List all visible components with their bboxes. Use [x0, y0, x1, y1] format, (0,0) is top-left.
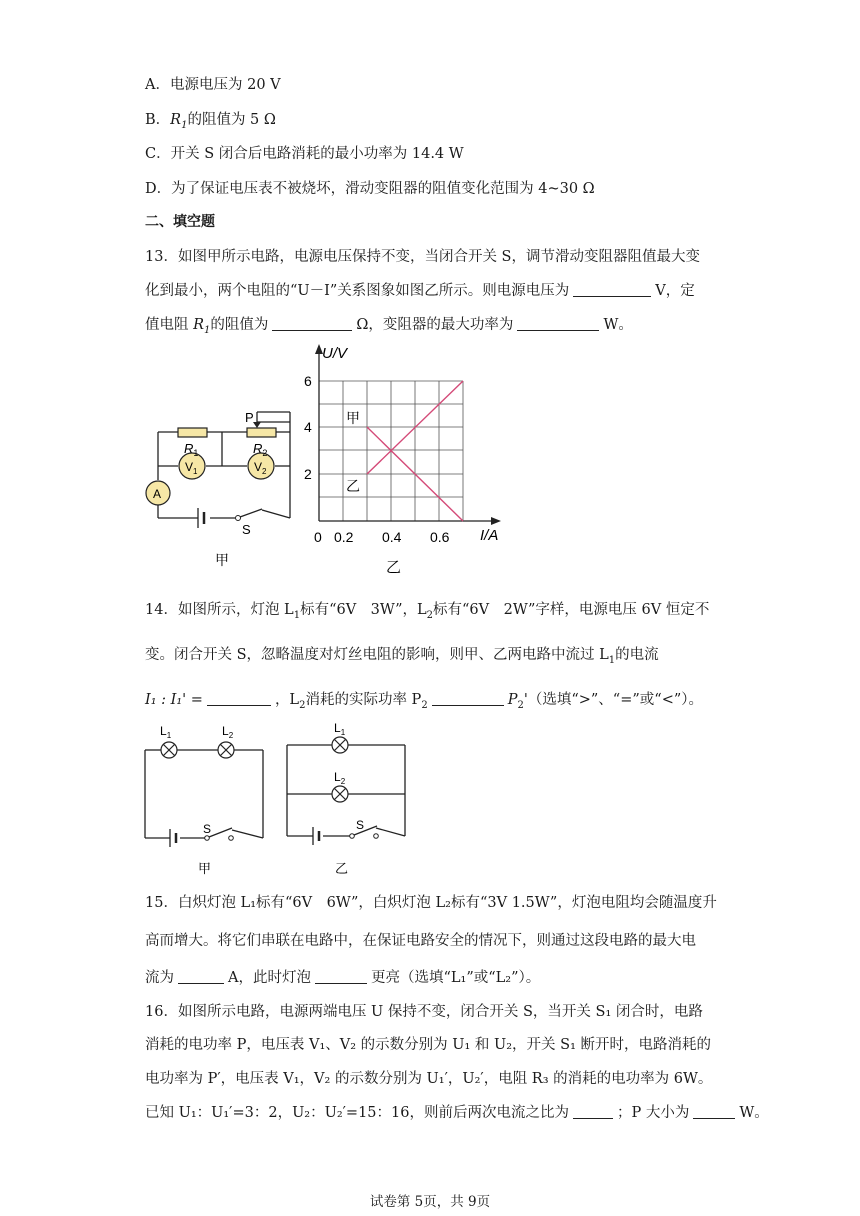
label-switch: S [356, 818, 365, 832]
blank-power-p[interactable] [693, 1104, 735, 1119]
x-tick-0: 0 [314, 529, 322, 545]
q13-line2: 化到最小，两个电阻的“U－I”关系图象如图乙所示。则电源电压为 V，定 [145, 283, 695, 299]
q15-line3: 流为 A，此时灯泡 更亮（选填“L₁”或“L₂”）。 [145, 970, 541, 986]
blank-power-compare[interactable] [432, 691, 504, 706]
q13-circuit-jia [140, 400, 300, 575]
q14-circuit-jia [140, 715, 270, 880]
blank-max-current[interactable] [178, 969, 224, 984]
x-axis-label: I/A [480, 527, 499, 544]
resistor-r1 [178, 428, 207, 437]
option-d: D．为了保证电压表不被烧坏，滑动变阻器的阻值变化范围为 4~30 Ω [145, 181, 595, 197]
label-r2: $R_2$ [253, 441, 268, 458]
q16-line2: 消耗的电功率 P，电压表 V₁、V₂ 的示数分别为 U₁ 和 U₂，开关 S₁ 断开时，电路消耗的 [145, 1037, 712, 1053]
lamp-l2 [332, 786, 348, 802]
blank-resistance[interactable] [272, 316, 352, 331]
page-footer: 试卷第 5页，共 9页 [369, 1194, 491, 1210]
y-axis-label: U/V [322, 345, 348, 362]
label-l2: $L_2$ [334, 770, 346, 786]
q14-circuit-yi [280, 715, 415, 880]
caption-yi: 乙 [386, 558, 402, 576]
blank-current-ratio-2[interactable] [573, 1104, 613, 1119]
label-l2: $L_2$ [222, 724, 234, 740]
q15-line2: 高而增大。将它们串联在电路中，在保证电路安全的情况下，则通过这段电路的最大电 [145, 933, 696, 949]
blank-power[interactable] [517, 316, 599, 331]
label-switch: S [203, 822, 212, 836]
blank-brighter-lamp[interactable] [315, 969, 367, 984]
option-b: B．$R_1$的阻值为 5 Ω [145, 112, 276, 131]
q13-graph-yi [300, 340, 510, 580]
option-a: A．电源电压为 20 V [145, 77, 281, 93]
series-label-jia: 甲 [346, 411, 360, 427]
caption-jia: 甲 [198, 862, 212, 877]
lamp-l1 [161, 742, 177, 758]
q14-line2: 变。闭合开关 S，忽略温度对灯丝电阻的影响，则甲、乙两电路中流过 $L_1$的电流 [145, 647, 659, 666]
q13-line1: 13．如图甲所示电路，电源电压保持不变，当闭合开关 S，调节滑动变阻器阻值最大变 [145, 249, 700, 265]
label-l1: $L_1$ [160, 724, 172, 740]
label-switch: S [242, 522, 251, 537]
q15-line1: 15．白炽灯泡 L₁标有“6V 6W”，白炽灯泡 L₂标有“3V 1.5W”，灯泡电阻均会随温度升 [145, 895, 717, 911]
resistor-r2 [247, 428, 276, 437]
label-p: P [245, 410, 254, 425]
option-c: C．开关 S 闭合后电路消耗的最小功率为 14.4 W [145, 146, 464, 162]
x-tick-0.4: 0.4 [382, 529, 402, 545]
lamp-l2 [218, 742, 234, 758]
label-r1: $R_1$ [184, 441, 199, 458]
blank-current-ratio[interactable] [207, 691, 271, 706]
q16-line4: 已知 U₁：U₁′=3：2，U₂：U₂′=15：16，则前后两次电流之比为 ；P 大小为 W。 [145, 1105, 769, 1121]
blank-voltage[interactable] [573, 282, 651, 297]
q16-line1: 16．如图所示电路，电源两端电压 U 保持不变，闭合开关 S，当开关 S₁ 闭合时，电路 [145, 1004, 703, 1020]
series-label-yi: 乙 [346, 479, 360, 495]
label-v1: $V_1$ [185, 460, 198, 476]
q14-line3: I₁ : I₁' = ，$L_2$消耗的实际功率 $P_2$ $P_2'$（选填“>”、“=”或“<”）。 [145, 692, 704, 711]
caption-yi: 乙 [335, 862, 349, 877]
x-tick-0.6: 0.6 [430, 529, 450, 545]
y-tick-2: 2 [304, 466, 312, 482]
label-ammeter: A [153, 487, 162, 501]
q16-line3: 电功率为 P′，电压表 V₁，V₂ 的示数分别为 U₁′，U₂′，电阻 R₃ 的消耗的电功率为 6W。 [145, 1071, 713, 1087]
label-l1: $L_1$ [334, 721, 346, 737]
caption-jia: 甲 [215, 553, 229, 569]
lamp-l1 [332, 737, 348, 753]
q13-line3: 值电阻 $R_1$的阻值为 Ω，变阻器的最大功率为 W。 [145, 317, 633, 336]
section-heading: 二、填空题 [145, 214, 215, 230]
y-tick-6: 6 [304, 373, 312, 389]
label-v2: $V_2$ [254, 460, 267, 476]
q14-line1: 14．如图所示，灯泡 $L_1$标有“6V 3W”，$L_2$标有“6V 2W”字样，电源电压 6V 恒定不 [145, 602, 710, 621]
y-tick-4: 4 [304, 419, 312, 435]
x-tick-0.2: 0.2 [334, 529, 354, 545]
